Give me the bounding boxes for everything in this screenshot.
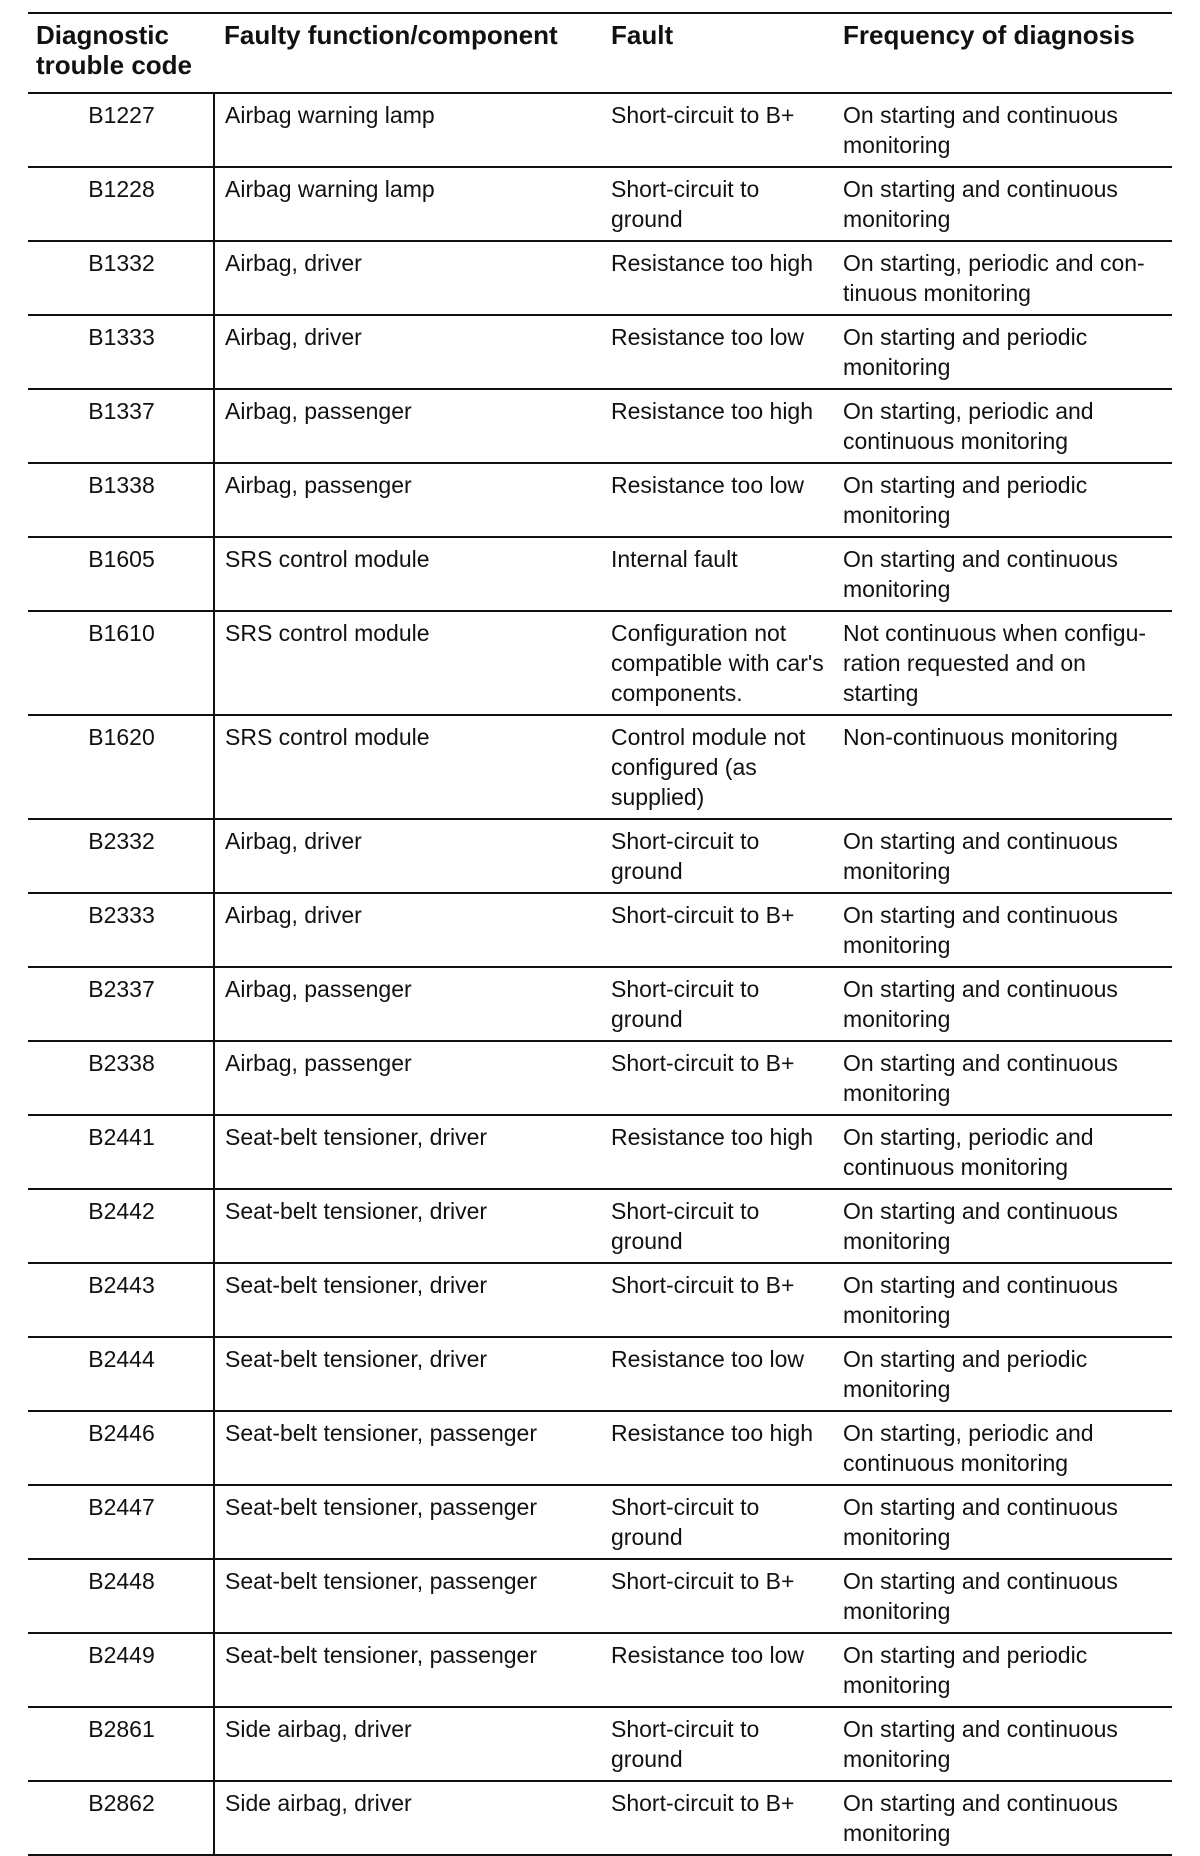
fault-cell: Short-circuit to B+ bbox=[601, 93, 833, 167]
component-cell: Seat-belt tensioner, passenger bbox=[214, 1559, 601, 1633]
frequency-cell: On starting and continuous monitoring bbox=[833, 1263, 1172, 1337]
table-row bbox=[28, 1041, 1172, 1115]
table-body bbox=[28, 93, 1172, 1855]
component-cell: Airbag warning lamp bbox=[214, 93, 601, 167]
frequency-cell: On starting and periodic monitoring bbox=[833, 1633, 1172, 1707]
fault-cell: Resistance too high bbox=[601, 1411, 833, 1485]
code-cell: B1338 bbox=[28, 463, 214, 537]
table-row bbox=[28, 1633, 1172, 1707]
fault-cell: Resistance too low bbox=[601, 315, 833, 389]
code-cell: B2862 bbox=[28, 1781, 214, 1855]
table-row bbox=[28, 1485, 1172, 1559]
code-cell: B2332 bbox=[28, 819, 214, 893]
code-cell: B2861 bbox=[28, 1707, 214, 1781]
code-cell: B2448 bbox=[28, 1559, 214, 1633]
frequency-cell: On starting, periodic and continuous monitoring bbox=[833, 1411, 1172, 1485]
code-cell: B1605 bbox=[28, 537, 214, 611]
frequency-cell: On starting and periodic monitoring bbox=[833, 315, 1172, 389]
frequency-cell: On starting and continuous monitoring bbox=[833, 967, 1172, 1041]
frequency-cell: On starting and periodic monitoring bbox=[833, 1337, 1172, 1411]
code-cell: B2441 bbox=[28, 1115, 214, 1189]
code-cell: B1337 bbox=[28, 389, 214, 463]
component-cell: Side airbag, driver bbox=[214, 1707, 601, 1781]
table-row bbox=[28, 463, 1172, 537]
component-cell: Seat-belt tensioner, driver bbox=[214, 1263, 601, 1337]
fault-cell: Resistance too high bbox=[601, 241, 833, 315]
fault-cell: Control module not configured (as supplied) bbox=[601, 715, 833, 819]
frequency-cell: On starting and continuous monitoring bbox=[833, 819, 1172, 893]
code-cell: B2447 bbox=[28, 1485, 214, 1559]
frequency-cell: Not continuous when configu-ration requested and on starting bbox=[833, 611, 1172, 715]
fault-cell: Resistance too low bbox=[601, 463, 833, 537]
table-row bbox=[28, 167, 1172, 241]
component-cell: Airbag, driver bbox=[214, 315, 601, 389]
code-cell: B2442 bbox=[28, 1189, 214, 1263]
diagnostic-trouble-code-table bbox=[28, 12, 1172, 1856]
table-header bbox=[28, 13, 1172, 93]
component-cell: Seat-belt tensioner, driver bbox=[214, 1115, 601, 1189]
component-cell: Airbag warning lamp bbox=[214, 167, 601, 241]
code-cell: B2338 bbox=[28, 1041, 214, 1115]
code-cell: B2449 bbox=[28, 1633, 214, 1707]
fault-cell: Short-circuit to B+ bbox=[601, 893, 833, 967]
frequency-cell: On starting and continuous monitoring bbox=[833, 893, 1172, 967]
frequency-cell: On starting, periodic and continuous monitoring bbox=[833, 1115, 1172, 1189]
code-cell: B2444 bbox=[28, 1337, 214, 1411]
frequency-cell: On starting and continuous monitoring bbox=[833, 1781, 1172, 1855]
table-row bbox=[28, 611, 1172, 715]
component-cell: Side airbag, driver bbox=[214, 1781, 601, 1855]
component-cell: Airbag, driver bbox=[214, 819, 601, 893]
fault-cell: Resistance too high bbox=[601, 389, 833, 463]
fault-cell: Short-circuit to ground bbox=[601, 1485, 833, 1559]
code-cell: B2333 bbox=[28, 893, 214, 967]
code-cell: B1333 bbox=[28, 315, 214, 389]
frequency-cell: On starting and continuous monitoring bbox=[833, 1485, 1172, 1559]
header-component: Faulty function/component bbox=[214, 13, 601, 93]
component-cell: Airbag, driver bbox=[214, 893, 601, 967]
frequency-cell: On starting and continuous monitoring bbox=[833, 167, 1172, 241]
component-cell: Airbag, passenger bbox=[214, 1041, 601, 1115]
fault-cell: Short-circuit to B+ bbox=[601, 1263, 833, 1337]
table-row bbox=[28, 1559, 1172, 1633]
fault-cell: Short-circuit to B+ bbox=[601, 1781, 833, 1855]
frequency-cell: On starting and continuous monitoring bbox=[833, 1041, 1172, 1115]
frequency-cell: On starting and continuous monitoring bbox=[833, 1707, 1172, 1781]
component-cell: Seat-belt tensioner, driver bbox=[214, 1189, 601, 1263]
table-row bbox=[28, 241, 1172, 315]
header-code: Diagnostic trouble code bbox=[28, 13, 214, 93]
frequency-cell: Non-continuous monitoring bbox=[833, 715, 1172, 819]
fault-cell: Configuration not compatible with car's components. bbox=[601, 611, 833, 715]
fault-cell: Short-circuit to ground bbox=[601, 967, 833, 1041]
component-cell: Seat-belt tensioner, passenger bbox=[214, 1633, 601, 1707]
table-row bbox=[28, 1411, 1172, 1485]
fault-cell: Resistance too low bbox=[601, 1633, 833, 1707]
fault-cell: Resistance too low bbox=[601, 1337, 833, 1411]
fault-cell: Short-circuit to B+ bbox=[601, 1041, 833, 1115]
fault-cell: Resistance too high bbox=[601, 1115, 833, 1189]
frequency-cell: On starting and continuous monitoring bbox=[833, 1559, 1172, 1633]
code-cell: B1620 bbox=[28, 715, 214, 819]
frequency-cell: On starting, periodic and continuous monitoring bbox=[833, 389, 1172, 463]
component-cell: Airbag, driver bbox=[214, 241, 601, 315]
fault-cell: Short-circuit to ground bbox=[601, 1707, 833, 1781]
code-cell: B2337 bbox=[28, 967, 214, 1041]
fault-cell: Short-circuit to ground bbox=[601, 1189, 833, 1263]
code-cell: B2443 bbox=[28, 1263, 214, 1337]
table-row bbox=[28, 315, 1172, 389]
header-frequency: Frequency of diagnosis bbox=[833, 13, 1172, 93]
code-cell: B1610 bbox=[28, 611, 214, 715]
component-cell: SRS control module bbox=[214, 715, 601, 819]
table-row bbox=[28, 1115, 1172, 1189]
table-row bbox=[28, 715, 1172, 819]
header-fault: Fault bbox=[601, 13, 833, 93]
table-row bbox=[28, 1189, 1172, 1263]
code-cell: B1332 bbox=[28, 241, 214, 315]
component-cell: Airbag, passenger bbox=[214, 463, 601, 537]
frequency-cell: On starting and continuous monitoring bbox=[833, 537, 1172, 611]
code-cell: B2446 bbox=[28, 1411, 214, 1485]
fault-cell: Internal fault bbox=[601, 537, 833, 611]
document-page bbox=[28, 12, 1172, 1856]
component-cell: SRS control module bbox=[214, 537, 601, 611]
frequency-cell: On starting and periodic monitoring bbox=[833, 463, 1172, 537]
fault-cell: Short-circuit to B+ bbox=[601, 1559, 833, 1633]
code-cell: B1228 bbox=[28, 167, 214, 241]
table-row bbox=[28, 1781, 1172, 1855]
table-row bbox=[28, 1337, 1172, 1411]
table-row bbox=[28, 1263, 1172, 1337]
frequency-cell: On starting, periodic and con-tinuous monitoring bbox=[833, 241, 1172, 315]
component-cell: Seat-belt tensioner, passenger bbox=[214, 1485, 601, 1559]
table-row bbox=[28, 893, 1172, 967]
component-cell: Airbag, passenger bbox=[214, 389, 601, 463]
table-row bbox=[28, 819, 1172, 893]
component-cell: Airbag, passenger bbox=[214, 967, 601, 1041]
component-cell: Seat-belt tensioner, driver bbox=[214, 1337, 601, 1411]
table-row bbox=[28, 1707, 1172, 1781]
frequency-cell: On starting and continuous monitoring bbox=[833, 93, 1172, 167]
table-row bbox=[28, 389, 1172, 463]
header-row bbox=[28, 13, 1172, 93]
component-cell: SRS control module bbox=[214, 611, 601, 715]
fault-cell: Short-circuit to ground bbox=[601, 167, 833, 241]
component-cell: Seat-belt tensioner, passenger bbox=[214, 1411, 601, 1485]
code-cell: B1227 bbox=[28, 93, 214, 167]
table-row bbox=[28, 967, 1172, 1041]
fault-cell: Short-circuit to ground bbox=[601, 819, 833, 893]
table-row bbox=[28, 537, 1172, 611]
table-row bbox=[28, 93, 1172, 167]
frequency-cell: On starting and continuous monitoring bbox=[833, 1189, 1172, 1263]
